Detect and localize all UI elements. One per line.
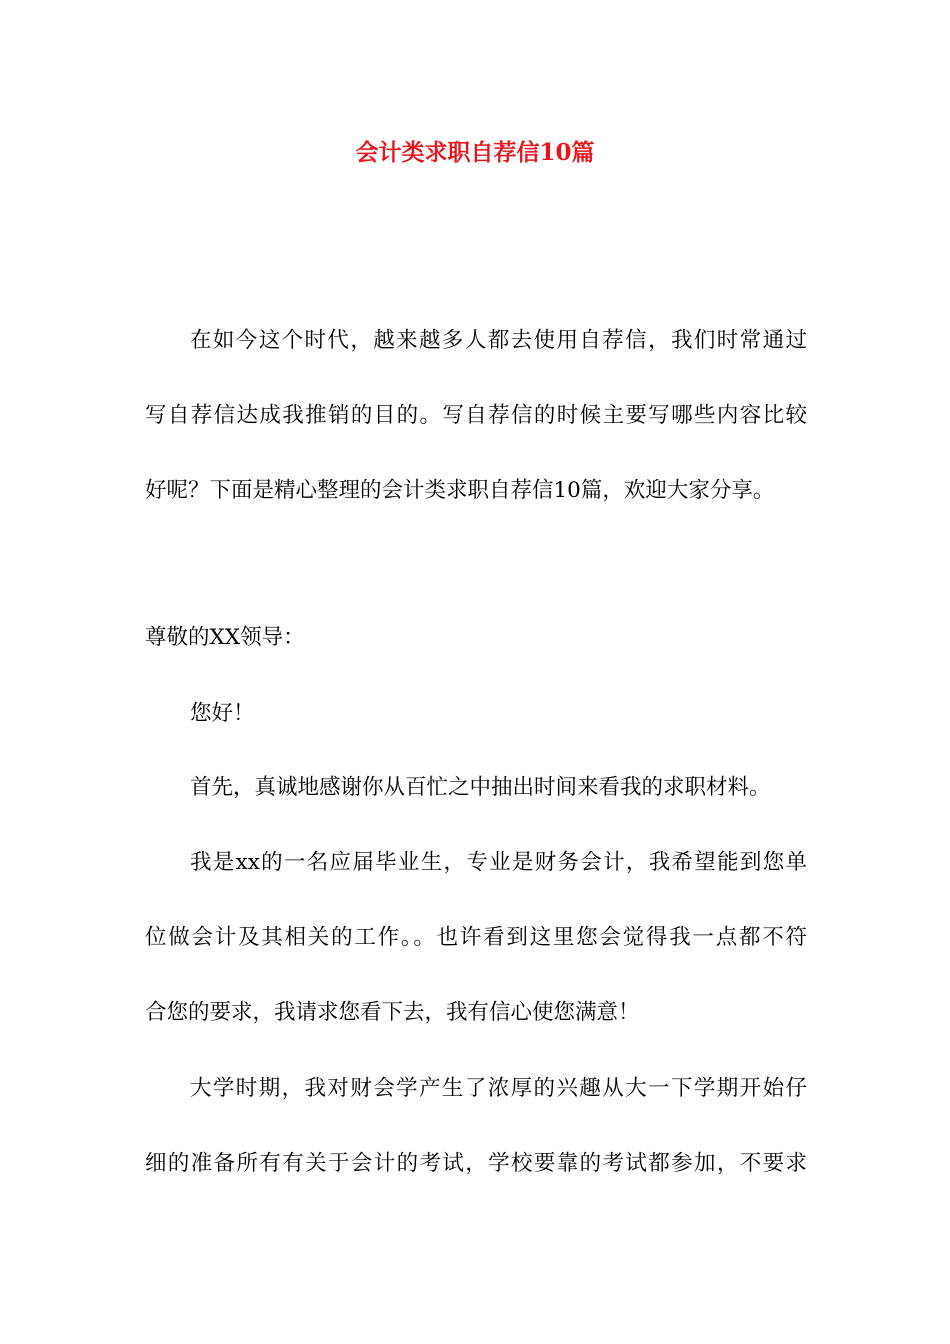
paragraph-line: 我是xx的一名应届毕业生，专业是财务会计，我希望能到您单 bbox=[190, 850, 807, 875]
paragraph-line: 位做会计及其相关的工作。。也许看到这里您会觉得我一点都不符 bbox=[145, 925, 807, 950]
intro-line: 在如今这个时代，越来越多人都去使用自荐信，我们时常通过 bbox=[190, 328, 807, 353]
paragraph-line: 大学时期，我对财会学产生了浓厚的兴趣从大一下学期开始仔 bbox=[190, 1076, 807, 1101]
intro-line: 好呢？下面是精心整理的会计类求职自荐信10篇，欢迎大家分享。 bbox=[145, 478, 775, 503]
document-title: 会计类求职自荐信10篇 bbox=[355, 139, 595, 166]
paragraph-line: 合您的要求，我请求您看下去，我有信心使您满意！ bbox=[145, 1000, 640, 1025]
paragraph-line: 细的准备所有有关于会计的考试，学校要靠的考试都参加，不要求 bbox=[145, 1151, 807, 1176]
intro-line: 写自荐信达成我推销的目的。写自荐信的时候主要写哪些内容比较 bbox=[145, 403, 807, 428]
salutation: 尊敬的XX领导： bbox=[145, 625, 305, 650]
greeting: 您好！ bbox=[190, 701, 255, 726]
paragraph-line: 首先，真诚地感谢你从百忙之中抽出时间来看我的求职材料。 bbox=[190, 775, 771, 800]
